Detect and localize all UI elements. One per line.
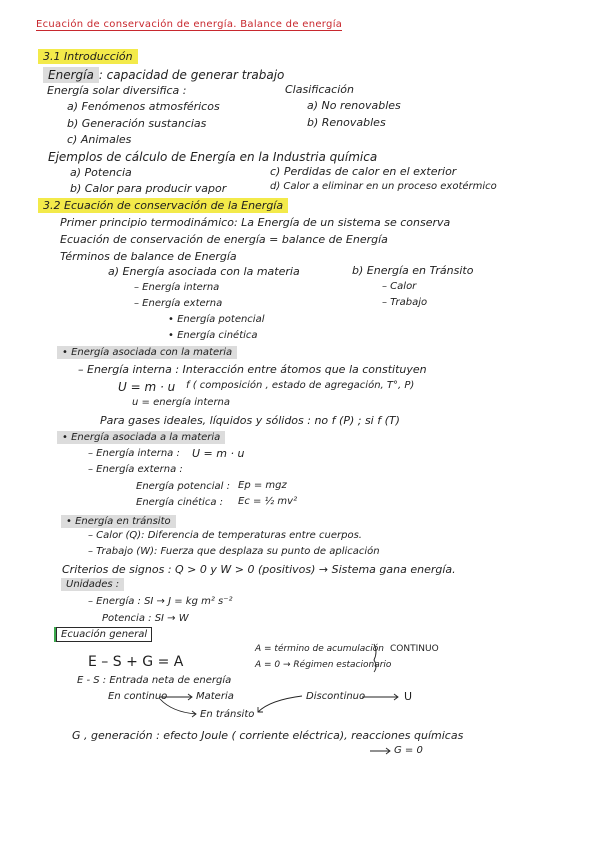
term-heat: – Calor (382, 281, 417, 292)
examples-heading: Ejemplos de cálculo de Energía en la Industria química (48, 150, 378, 164)
list-item: c) Animales (67, 133, 132, 146)
energy-unit: – Energía : SI → J = kg m² s⁻² (88, 596, 233, 607)
arrow-to-transit (160, 699, 196, 714)
internal-energy-eq: U = m · u (118, 380, 176, 394)
brace (374, 644, 376, 672)
conservation-equation: Ecuación de conservación de energía = balance de Energía (60, 233, 388, 246)
example-item: a) Potencia (70, 166, 132, 179)
generation-zero: G = 0 (394, 745, 423, 756)
internal-energy-note: u = energía interna (132, 397, 231, 408)
general-equation: E – S + G = A (88, 654, 184, 670)
ideal-gases-note: Para gases ideales, líquidos y sólidos : no f (P) ; si f (T) (100, 414, 400, 427)
transit-heading-highlight: • Energía en tránsito (61, 515, 176, 528)
term-matter: a) Energía asociada con la materia (108, 265, 300, 278)
page-title: Ecuación de conservación de energía. Balance de energía (36, 19, 343, 30)
general-equation-box: Ecuación general (56, 627, 152, 642)
u-label: U (404, 690, 413, 703)
external-energy-2: – Energía externa : (88, 464, 183, 475)
continuous-case: En continuo (108, 691, 168, 702)
term-potential: • Energía potencial (168, 314, 265, 325)
list-item: a) No renovables (307, 99, 401, 112)
heat-definition: – Calor (Q): Diferencia de temperaturas entre cuerpos. (88, 530, 362, 541)
work-definition: – Trabajo (W): Fuerza que desplaza su punto de aplicación (88, 546, 380, 557)
matter-heading-highlight: • Energía asociada con la materia (57, 346, 237, 359)
term-internal: – Energía interna (134, 282, 220, 293)
transit-label: En tránsito (200, 709, 255, 720)
net-input: E - S : Entrada neta de energía (77, 675, 232, 686)
discontinuous-label: Discontinuo (306, 691, 366, 702)
internal-energy-function: f ( composición , estado de agregación, T°, P) (186, 380, 415, 391)
generation-line: G , generación : efecto Joule ( corriente eléctrica), reacciones químicas (72, 729, 464, 742)
term-external: – Energía externa (134, 298, 223, 309)
section-3-2-highlight: 3.2 Ecuación de conservación de la Energía (38, 198, 288, 213)
arrow-from-discontinuous (258, 696, 302, 712)
example-item: b) Calor para producir vapor (70, 182, 227, 195)
list-item: b) Generación sustancias (67, 117, 207, 130)
power-unit: Potencia : SI → W (102, 613, 189, 624)
internal-energy-2: – Energía interna : (88, 448, 180, 459)
units-heading-highlight: Unidades : (61, 578, 124, 591)
energy-term: Energía (43, 67, 99, 83)
matter2-heading-highlight: • Energía asociada a la materia (57, 431, 225, 444)
potential-energy-eq: Ep = mgz (238, 480, 287, 491)
term-kinetic: • Energía cinética (168, 330, 258, 341)
steady-state: A = 0 → Régimen estacionario (255, 660, 392, 670)
potential-energy: Energía potencial : (136, 481, 230, 492)
matter-label: Materia (196, 691, 234, 702)
section-3-1-highlight: 3.1 Introducción (38, 49, 138, 64)
list-item: b) Renovables (307, 116, 386, 129)
term-work: – Trabajo (382, 297, 428, 308)
term-transit: b) Energía en Tránsito (352, 264, 474, 277)
accumulation-term: A = término de acumulación (255, 644, 384, 654)
continuous-label: CONTINUO (390, 644, 439, 654)
kinetic-energy: Energía cinética : (136, 497, 223, 508)
list-item: a) Fenómenos atmosféricos (67, 100, 220, 113)
first-principle: Primer principio termodinámico: La Energía de un sistema se conserva (60, 216, 451, 229)
internal-energy-2-eq: U = m · u (192, 447, 245, 460)
kinetic-energy-eq: Ec = ½ mv² (238, 496, 298, 507)
example-item: d) Calor a eliminar en un proceso exotérmico (270, 181, 497, 192)
sign-criteria: Criterios de signos : Q > 0 y W > 0 (positivos) → Sistema gana energía. (62, 563, 456, 576)
energy-diversification: Energía solar diversifica : (47, 84, 187, 97)
balance-terms: Términos de balance de Energía (60, 250, 237, 263)
example-item: c) Perdidas de calor en el exterior (270, 165, 457, 178)
energy-definition-text: : capacidad de generar trabajo (98, 68, 285, 82)
internal-energy-line: – Energía interna : Interacción entre átomos que la constituyen (78, 363, 427, 376)
classification-label: Clasificación (285, 83, 354, 96)
